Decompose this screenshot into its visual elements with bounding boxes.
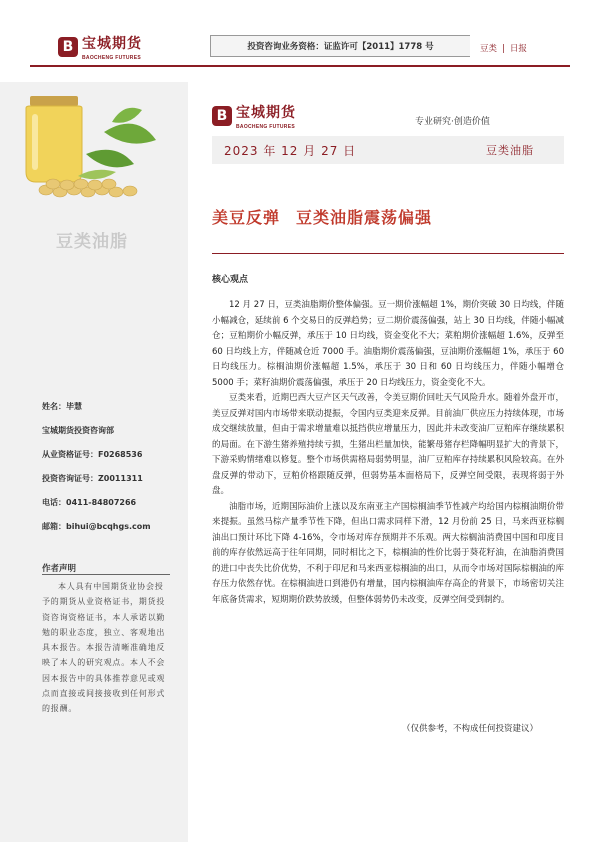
report-category: 豆类油脂 (486, 144, 534, 157)
leaf (104, 124, 156, 144)
company-logo (58, 33, 142, 61)
analyst-invest-certificate: 投资咨询证号：Z0011311 (42, 474, 143, 483)
disclaimer-note: （仅供参考，不构成任何投资建议） (402, 724, 539, 734)
analyst-email[interactable]: 邮箱：bihui@bcqhgs.com (42, 522, 151, 531)
report-title-part2: 豆类油脂震荡偏强 (296, 208, 433, 227)
logo-name: 宝城期货 (236, 105, 296, 121)
sidebar-category-label: 豆类油脂 (56, 232, 128, 252)
header-divider (30, 65, 570, 67)
report-title-part1: 美豆反弹 (212, 208, 281, 227)
sidebar (0, 82, 188, 842)
analyst-department: 宝城期货投资咨询部 (42, 426, 114, 435)
logo-name: 宝城期货 (82, 36, 142, 52)
analyst-certificate: 从业资格证号：F0268536 (42, 450, 143, 459)
section-heading: 核心观点 (212, 275, 249, 285)
title-divider (212, 253, 564, 254)
soybean-pod (78, 170, 116, 179)
paragraph: 12 月 27 日，豆类油脂期价整体偏强。豆一期价涨幅超 1%，期价突破 30 日均线，伴随小幅减仓，延续前 6 个交易日的反弹趋势；豆二期价震荡偏强，站上 30 日均线，伴随小幅减仓；豆粕期价小幅反弹，承压于 10 日均线，资金变化不大；菜粕期价涨幅超 1.6%，反弹至 60 日均线上方，伴随减仓近 7000 手。油脂期价震荡偏强，豆油期价涨幅超 1%，承压于 60 日均线压力。棕榈油期价涨幅超 1.5%，承压于 30 日和 60 日均线压力，伴随小幅增仓 5000 手；菜籽油期价震荡偏强，承压于 20 日均线压力，资金变化不大。 (212, 300, 564, 388)
tag-separator: | (502, 44, 505, 54)
paragraph: 油脂市场，近期国际油价上涨以及东南亚主产国棕榈油季节性减产均给国内棕榈油期价带来提振。虽然马棕产量季节性下降，但出口需求同样下滑，12 月份前 25 日，马来西亚棕榈油出口预计环比下降 4-16%，令市场对库存预期并不乐观。两大棕榈油消费国中国和印度目前的库存依然远高于往年同期，同时相比之下，棕榈油的性价比弱于葵花籽油，在油脂消费国的进口中丧失比价优势，不利于印尼和马来西亚棕榈油的出口，从而令市场对国际棕榈油的库存压力依然存忧。在棕榈油进口到港仍有增量，国内棕榈油库存高企的背景下，市场密切关注年底备货需求，短期期价跌势放缓，但整体弱势仍未改变，反弹空间受到制约。 (212, 501, 564, 605)
author-statement-text: 本人具有中国期货业协会授予的期货从业资格证书，期货投资咨询资格证书，本人承诺以勤勉的职业态度，独立、客观地出具本报告。本报告清晰准确地反映了本人的研究观点。本人不会因本报告中的具体推荐意见或观点而直接或间接接收到任何形式的报酬。 (42, 582, 166, 714)
author-statement-title: 作者声明 (42, 564, 77, 574)
license-info: 投资咨询业务资格：证监许可【2011】1778 号 (210, 35, 470, 57)
tag-category: 豆类 (480, 44, 498, 54)
tag-type: 日报 (509, 44, 527, 54)
leaf (112, 108, 142, 123)
main-company-logo (212, 102, 296, 130)
page-header (0, 0, 595, 70)
company-slogan: 专业研究·创造价值 (415, 117, 490, 127)
date-bar (212, 136, 564, 164)
logo-english-name: BAOCHENG FUTURES (236, 124, 295, 130)
report-date: 2023 年 12 月 27 日 (224, 143, 357, 158)
soybeans (39, 179, 137, 197)
logo-mark-icon: B (212, 106, 232, 126)
jar-lid (30, 96, 78, 106)
logo-english-name: BAOCHENG FUTURES (82, 55, 141, 61)
logo-mark-icon: B (58, 37, 78, 57)
report-tags (480, 42, 527, 54)
analyst-info (42, 400, 182, 544)
leaf (86, 150, 134, 168)
analyst-phone: 电话：0411-84807266 (42, 498, 137, 507)
analyst-name: 姓名：毕慧 (42, 402, 82, 411)
author-statement-divider (42, 574, 170, 575)
soybean-oil-image (16, 92, 166, 202)
report-title (212, 205, 432, 228)
report-body (212, 298, 564, 608)
paragraph: 豆类来看，近期巴西大豆产区天气改善，令美豆期价回吐天气风险升水。随着外盘开市，美豆反弹对国内市场带来联动提振，令国内豆类迎来反弹。目前油厂供应压力持续体现，市场成交继续放量，但由于需求增量难以抵挡供应增量压力，因此并未改变油厂豆粕库存继续累积的局面。在下游生猪养殖持续亏损，生猪出栏量加快，能繁母猪存栏降幅明显扩大的背景下，下游采购情绪难以修复。整个市场供需格局弱势明显，油厂豆粕库存持续累积风险较高。在外盘反弹的带动下，豆粕价格跟随反弹，但弱势基本面格局下，反弹空间受限，表现将弱于外盘。 (212, 393, 564, 496)
